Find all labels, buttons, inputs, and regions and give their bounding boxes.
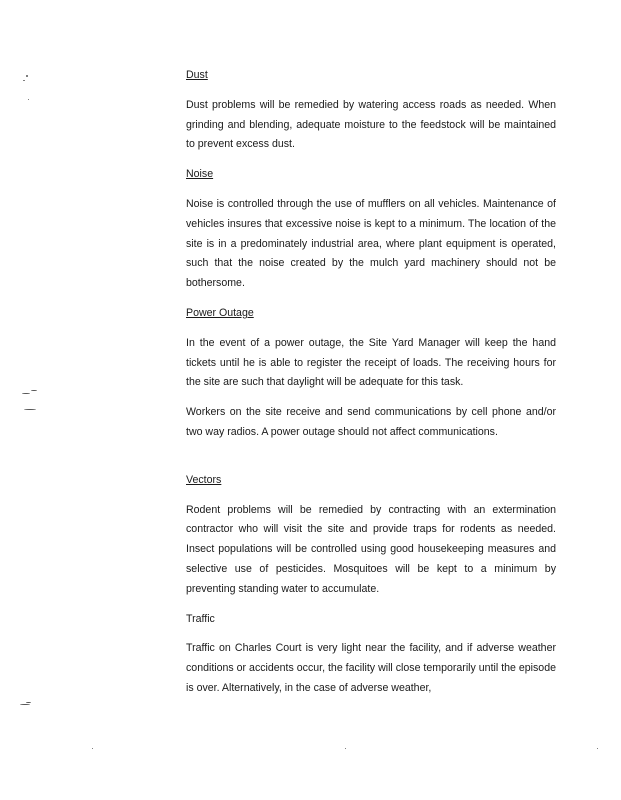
- section-heading: Noise: [186, 168, 214, 181]
- section-noise: [186, 165, 556, 294]
- section-paragraph: Rodent problems will be remedied by contracting with an extermination contractor who will visit the site and provide traps for rodents as needed. Insect populations will be controlled using good housekeeping measures and selective use of pesticides. Mosquitoes will be kept to a minimum by preventing standing water to accumulate.: [186, 503, 556, 595]
- scan-speck: [20, 704, 30, 705]
- scan-speck: [22, 393, 30, 394]
- scan-speck: [31, 390, 37, 391]
- section-heading: Vectors: [186, 473, 222, 486]
- scan-speck: [24, 409, 36, 410]
- document-body: [186, 66, 556, 699]
- section-vectors: [186, 471, 556, 600]
- section-paragraph: Dust problems will be remedied by watering access roads as needed. When grinding and blending, adequate moisture to the feedstock will be maintained to prevent excess dust.: [186, 98, 556, 151]
- section-heading: Dust: [186, 69, 208, 81]
- section-traffic: [186, 610, 556, 699]
- section-paragraph: Noise is controlled through the use of mufflers on all vehicles. Maintenance of vehicles insures that excessive noise is kept to a minimum. The location of the site is in a predominately industrial area, where plant equipment is operated, such that the noise created by the mulch yard machinery should not be bothersome.: [186, 197, 556, 290]
- section-paragraph: In the event of a power outage, the Site Yard Manager will keep the hand tickets until he is able to register the receipt of loads. The receiving hours for the site are such that daylight will be adequate for this task.: [186, 336, 556, 389]
- section-dust: [186, 66, 556, 155]
- scan-speck: [345, 748, 346, 749]
- section-power-outage: [186, 304, 556, 443]
- section-heading: Power Outage: [186, 306, 254, 319]
- section-heading: Traffic: [186, 612, 215, 625]
- scan-speck: [28, 99, 29, 100]
- scan-speck: [92, 748, 93, 749]
- section-paragraph: Workers on the site receive and send communications by cell phone and/or two way radios. A power outage should not affect communications.: [186, 406, 556, 438]
- scan-speck: [597, 748, 598, 749]
- scan-speck: [26, 702, 31, 703]
- scan-speck: [26, 75, 28, 77]
- scan-speck: [23, 80, 25, 81]
- section-paragraph: Traffic on Charles Court is very light near the facility, and if adverse weather conditions or accidents occur, the facility will close temporarily until the episode is over. Alternatively, in the case of adverse weather,: [186, 642, 556, 694]
